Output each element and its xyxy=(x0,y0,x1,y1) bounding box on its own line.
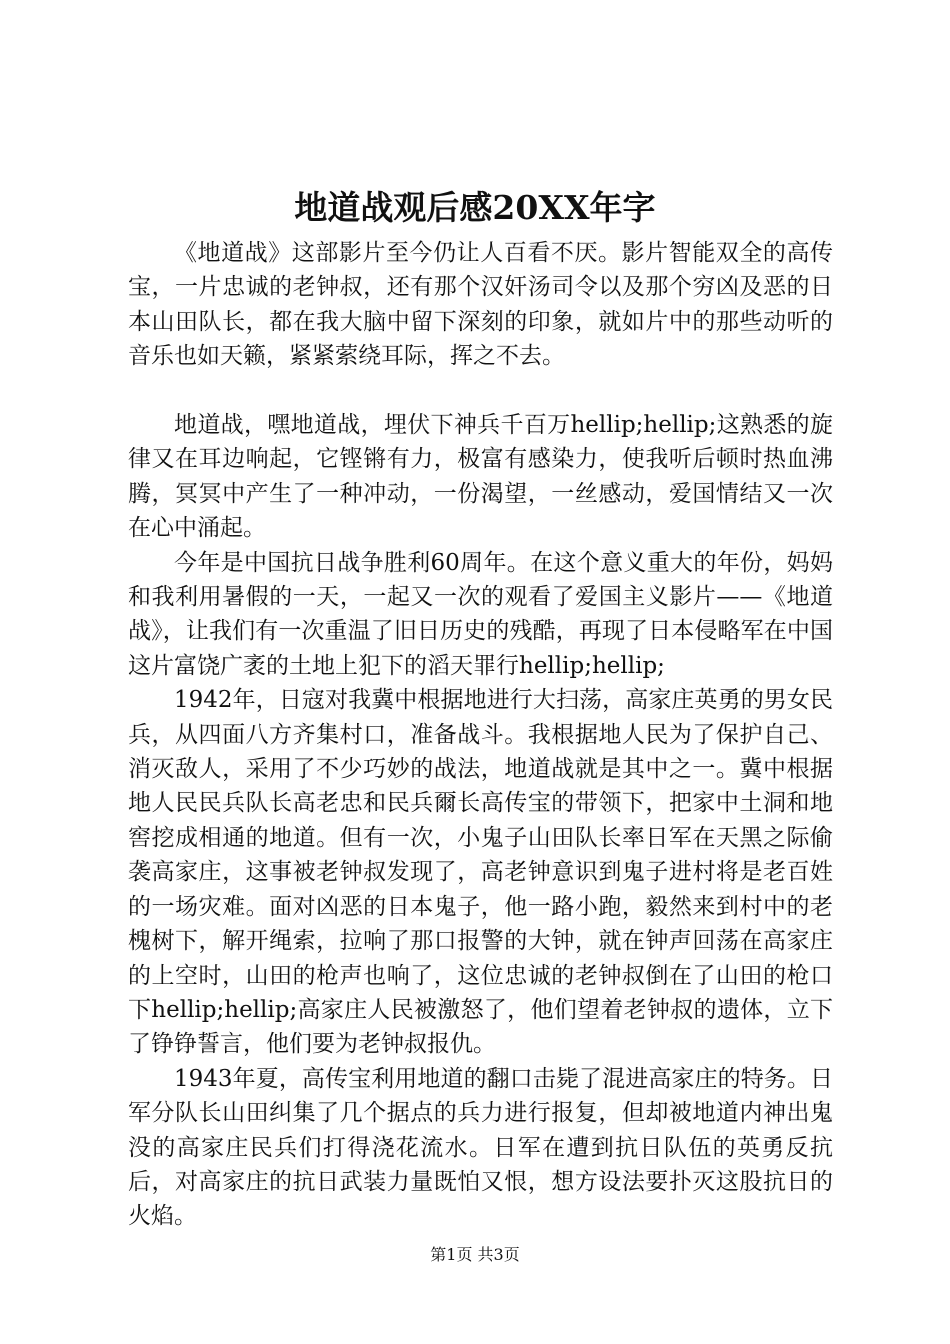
document-body xyxy=(128,236,833,1234)
paragraph-4: 1942年，日寇对我冀中根据地进行大扫荡，高家庄英勇的男女民兵，从四面八方齐集村口，准备战斗。我根据地人民为了保护自己、消灭敌人，采用了不少巧妙的战法，地道战就是其中之一。冀中根据地人民民兵队长高老忠和民兵爾长高传宝的带领下，把家中土洞和地窖挖成相通的地道。但有一次，小鬼子山田队长率日军在天黑之际偷袭高家庄，这事被老钟叔发现了，高老钟意识到鬼子进村将是老百姓的一场灾难。面对凶恶的日本鬼子，他一路小跑，毅然来到村中的老槐树下，解开绳索，拉响了那口报警的大钟，就在钟声回荡在高家庄的上空时，山田的枪声也响了，这位忠诚的老钟叔倒在了山田的枪口下hellip;hellip;高家庄人民被激怒了，他们望着老钟叔的遗体，立下了铮铮誓言，他们要为老钟叔报仇。 xyxy=(128,687,833,1058)
document-title: 地道战观后感20XX年字 xyxy=(294,188,656,227)
paragraph-2: 地道战，嘿地道战，埋伏下神兵千百万hellip;hellip;这熟悉的旋律又在耳边响起，它铿锵有力，极富有感染力，使我听后顿时热血沸腾，冥冥中产生了一种冲动，一份渴望，一丝感动，爱国情结又一次在心中涌起。 xyxy=(128,412,833,542)
page-footer: 第1页 共3页 xyxy=(430,1245,520,1264)
paragraph-5: 1943年夏，高传宝利用地道的翻口击毙了混进高家庄的特务。日军分队长山田纠集了几个据点的兵力进行报复，但却被地道内神出鬼没的高家庄民兵们打得浇花流水。日军在遭到抗日队伍的英勇反抗后，对高家庄的抗日武装力量既怕又恨，想方设法要扑灭这股抗日的火焰。 xyxy=(128,1065,833,1230)
paragraph-1: 《地道战》这部影片至今仍让人百看不厌。影片智能双全的高传宝，一片忠诚的老钟叔，还有那个汉奸汤司令以及那个穷凶及恶的日本山田队长，都在我大脑中留下深刻的印象，就如片中的那些动听的音乐也如天籁，紧紧萦绕耳际，挥之不去。 xyxy=(128,240,833,370)
paragraph-spacer xyxy=(128,374,833,408)
paragraph-3: 今年是中国抗日战争胜利60周年。在这个意义重大的年份，妈妈和我利用暑假的一天，一起又一次的观看了爱国主义影片——《地道战》，让我们有一次重温了旧日历史的残酷，再现了日本侵略军在中国这片富饶广袤的土地上犯下的滔天罪行hellip;hellip; xyxy=(128,549,833,679)
